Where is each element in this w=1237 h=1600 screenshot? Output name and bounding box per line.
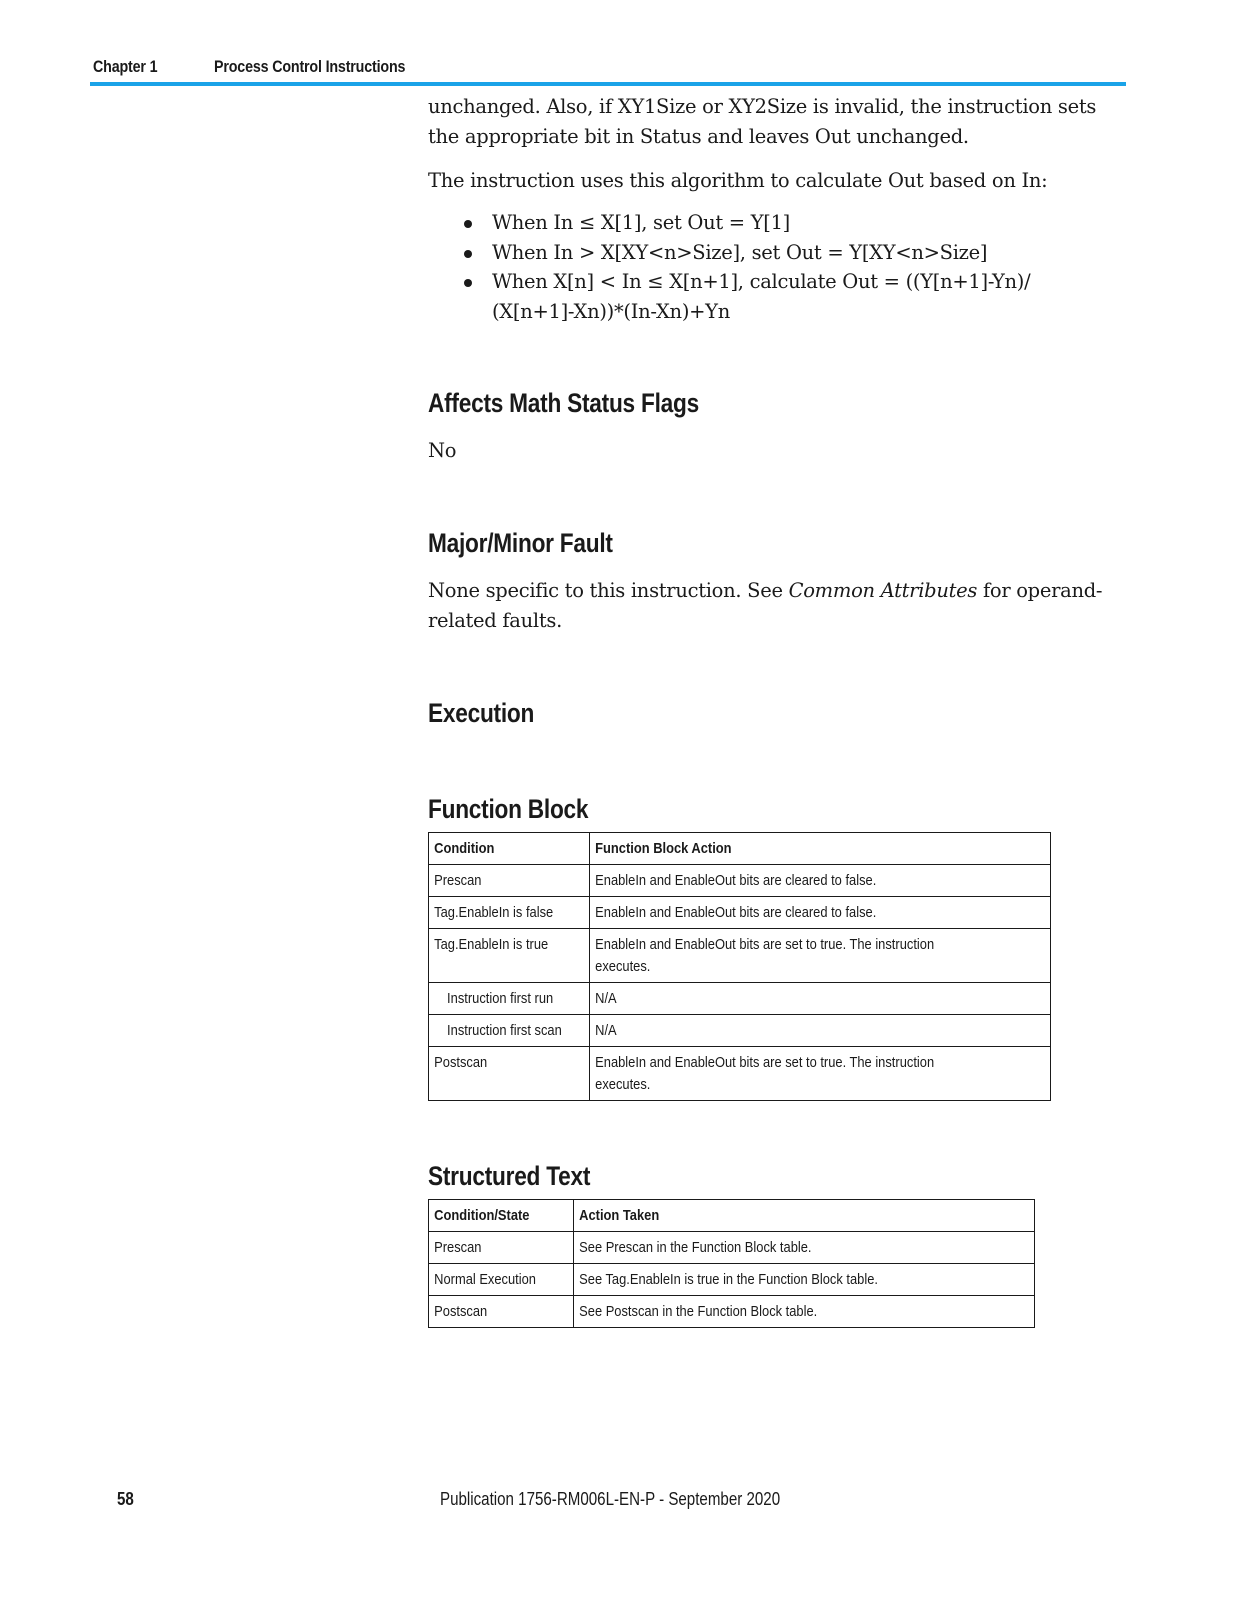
action-cell: See Tag.EnableIn is true in the Function Block table. <box>579 1271 878 1288</box>
function-block-heading: Function Block <box>428 794 589 824</box>
list-item <box>428 238 1108 268</box>
action-cell: See Postscan in the Function Block table. <box>579 1303 818 1320</box>
column-header: Condition <box>434 840 495 857</box>
structured-text-table <box>428 1199 1035 1328</box>
action-cell: EnableIn and EnableOut bits are set to true. The instruction executes. <box>595 1054 935 1093</box>
condition-cell: Normal Execution <box>434 1271 536 1288</box>
fault-text-before: None specific to this instruction. See <box>428 579 789 602</box>
page-number: 58 <box>117 1489 134 1509</box>
algorithm-lead: The instruction uses this algorithm to calculate Out based on In: <box>428 169 1048 192</box>
column-header: Function Block Action <box>595 840 732 857</box>
bullet-icon <box>464 250 472 258</box>
action-cell: See Prescan in the Function Block table. <box>579 1239 812 1256</box>
chapter-title: Process Control Instructions <box>214 57 406 76</box>
column-header: Action Taken <box>579 1207 660 1224</box>
list-item-text: When X[n] < In ≤ X[n+1], calculate Out = ((Y[n+1]-Yn)/ (X[n+1]-Xn))*(In-Xn)+Yn <box>492 270 1031 323</box>
math-flags-text: No <box>428 439 457 462</box>
page-content <box>428 92 1108 1328</box>
condition-cell: Prescan <box>434 1239 482 1256</box>
condition-cell: Tag.EnableIn is true <box>434 936 549 953</box>
list-item <box>428 208 1108 238</box>
algorithm-list <box>428 208 1108 326</box>
table-row <box>429 983 1051 1015</box>
action-cell: EnableIn and EnableOut bits are cleared to false. <box>595 872 877 889</box>
math-flags-heading: Affects Math Status Flags <box>428 388 699 418</box>
table-row <box>429 1047 1051 1101</box>
list-item-text: When In ≤ X[1], set Out = Y[1] <box>492 211 790 234</box>
function-block-table <box>428 832 1051 1101</box>
table-header-row <box>429 833 1051 865</box>
execution-heading: Execution <box>428 698 535 728</box>
publication-info: Publication 1756-RM006L-EN-P - September 2020 <box>440 1489 781 1509</box>
condition-cell: Tag.EnableIn is false <box>434 904 554 921</box>
table-row <box>429 929 1051 983</box>
table-row <box>429 897 1051 929</box>
continuation-paragraph: unchanged. Also, if XY1Size or XY2Size is invalid, the instruction sets the appropriate bit in Status and leaves Out unchanged. <box>428 95 1097 148</box>
bullet-icon <box>464 279 472 287</box>
action-cell: N/A <box>595 1022 618 1039</box>
header-rule <box>90 82 1126 86</box>
structured-text-heading: Structured Text <box>428 1161 591 1191</box>
condition-cell: Instruction first scan <box>447 1022 562 1039</box>
table-header-row <box>429 1200 1035 1232</box>
list-item <box>428 267 1108 326</box>
list-item-text: When In > X[XY<n>Size], set Out = Y[XY<n>Size] <box>492 240 988 264</box>
condition-cell: Instruction first run <box>447 990 554 1007</box>
table-row <box>429 1264 1035 1296</box>
bullet-icon <box>464 220 472 228</box>
fault-heading: Major/Minor Fault <box>428 528 613 558</box>
condition-cell: Prescan <box>434 872 482 889</box>
action-cell: N/A <box>595 990 618 1007</box>
action-cell: EnableIn and EnableOut bits are set to true. The instruction executes. <box>595 936 935 975</box>
chapter-label: Chapter 1 <box>93 57 158 76</box>
table-row <box>429 1232 1035 1264</box>
fault-text <box>428 576 1108 636</box>
column-header: Condition/State <box>434 1207 530 1224</box>
common-attributes-reference: Common Attributes <box>788 579 978 602</box>
table-row <box>429 1296 1035 1328</box>
condition-cell: Postscan <box>434 1303 488 1320</box>
condition-cell: Postscan <box>434 1054 488 1071</box>
table-row <box>429 1015 1051 1047</box>
table-row <box>429 865 1051 897</box>
action-cell: EnableIn and EnableOut bits are cleared to false. <box>595 904 877 921</box>
fault-text-after: for operand-related faults. <box>428 579 1103 632</box>
